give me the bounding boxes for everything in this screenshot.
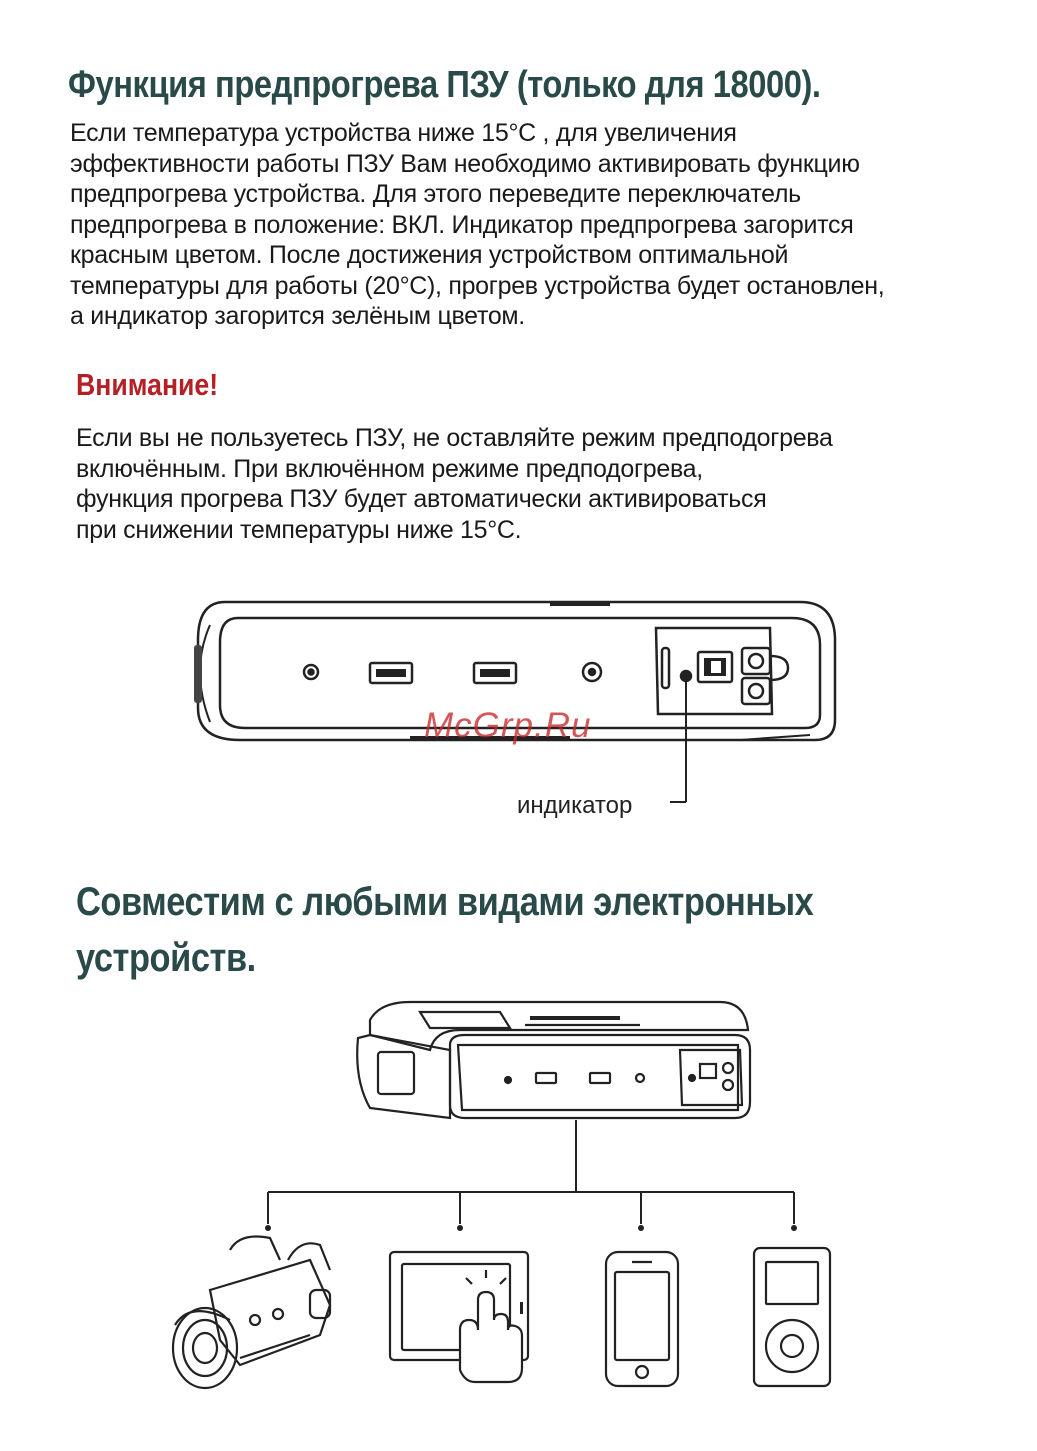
paragraph-line: Если вы не пользуетесь ПЗУ, не оставляйте режим предподогрева (76, 424, 833, 452)
watermark: McGrp.Ru (424, 706, 592, 745)
paragraph-line: эффективности работы ПЗУ Вам необходимо активировать функцию (70, 149, 860, 178)
section-title-preheat: Функция предпрогрева ПЗУ (только для 18000). (68, 64, 821, 106)
title-line: устройств. (76, 936, 256, 980)
warning-paragraph (76, 423, 833, 545)
video-camera-icon (173, 1237, 330, 1389)
media-player-icon (754, 1248, 830, 1386)
paragraph-line: красным цветом. После достижения устройством оптимальной (70, 241, 789, 269)
paragraph-line: включённым. При включённом режиме предподогрева, (76, 454, 703, 483)
tablet-icon (390, 1252, 528, 1382)
paragraph-line: Если температура устройства ниже 15°C , для увеличения (70, 119, 737, 147)
paragraph-line: а индикатор загорится зелёным цветом. (70, 302, 525, 330)
preheat-paragraph (70, 118, 884, 332)
paragraph-line: при снижении температуры ниже 15°C. (76, 515, 522, 544)
warning-title: Внимание! (76, 367, 219, 402)
paragraph-line: предпрогрева в положение: ВКЛ. Индикатор предпрогрева загорится (70, 210, 854, 239)
device-compatibility-tree (160, 1120, 860, 1440)
title-line: Совместим с любыми видами электронных (76, 880, 814, 924)
indicator-label: индикатор (517, 792, 633, 819)
section-title-compatibility (76, 874, 813, 986)
paragraph-line: предпрогрева устройства. Для этого переведите переключатель (70, 180, 801, 208)
paragraph-line: функция прогрева ПЗУ будет автоматически активироваться (76, 485, 767, 513)
paragraph-line: температуры для работы (20°C), прогрев устройства будет остановлен, (70, 271, 885, 300)
smartphone-icon (606, 1252, 678, 1386)
